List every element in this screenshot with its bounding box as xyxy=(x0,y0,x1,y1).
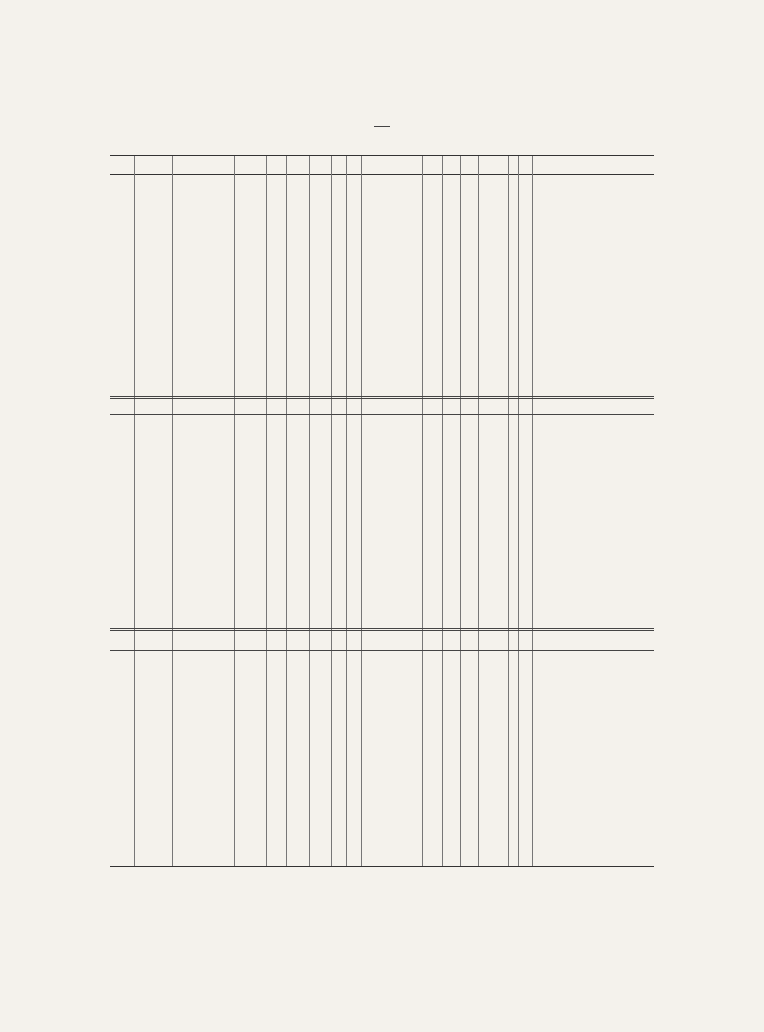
table-row xyxy=(110,470,654,478)
table-row xyxy=(110,461,654,469)
table-row xyxy=(110,286,654,294)
table-row xyxy=(110,834,654,842)
table-row xyxy=(110,453,654,461)
table-row xyxy=(110,344,654,352)
section-separator xyxy=(110,396,654,399)
table-row xyxy=(110,793,654,801)
table-row xyxy=(110,565,654,573)
table-row xyxy=(110,310,654,318)
table-row xyxy=(110,273,654,281)
table-row xyxy=(110,656,654,664)
table-row xyxy=(110,731,654,739)
table-row xyxy=(110,739,654,747)
table-row xyxy=(110,352,654,360)
table-row xyxy=(110,768,654,776)
table-row xyxy=(110,747,654,755)
table-row xyxy=(110,248,654,256)
table-row xyxy=(110,548,654,556)
section-separator xyxy=(110,628,654,631)
section-rows-aug5 xyxy=(110,182,654,385)
table-row xyxy=(110,335,654,343)
table-row xyxy=(110,294,654,302)
table-row xyxy=(110,319,654,327)
table-row xyxy=(110,590,654,598)
table-row xyxy=(110,190,654,198)
section-rows-aug7 xyxy=(110,656,654,859)
section-rows-aug6 xyxy=(110,420,654,623)
table-row xyxy=(110,199,654,207)
table-row xyxy=(110,776,654,784)
table-row xyxy=(110,265,654,273)
observation-table xyxy=(110,155,654,867)
table-row xyxy=(110,327,654,335)
table-row xyxy=(110,818,654,826)
table-row xyxy=(110,714,654,722)
table-row xyxy=(110,486,654,494)
table-row xyxy=(110,215,654,223)
column-header-row xyxy=(110,156,654,175)
table-row xyxy=(110,240,654,248)
table-row xyxy=(110,428,654,436)
table-row xyxy=(110,207,654,215)
table-row xyxy=(110,784,654,792)
page-number-rule xyxy=(374,126,390,127)
table-row xyxy=(110,801,654,809)
table-row xyxy=(110,706,654,714)
section-header-rule xyxy=(110,414,654,415)
table-row xyxy=(110,524,654,532)
table-row xyxy=(110,445,654,453)
table-row xyxy=(110,532,654,540)
table-row xyxy=(110,540,654,548)
table-row xyxy=(110,232,654,240)
table-row xyxy=(110,851,654,859)
table-row xyxy=(110,478,654,486)
table-row xyxy=(110,420,654,428)
table-row xyxy=(110,826,654,834)
table-row xyxy=(110,598,654,606)
table-row xyxy=(110,511,654,519)
table-row xyxy=(110,437,654,445)
section-header-rule xyxy=(110,650,654,651)
table-row xyxy=(110,223,654,231)
table-row xyxy=(110,360,654,368)
table-row xyxy=(110,689,654,697)
table-row xyxy=(110,673,654,681)
table-row xyxy=(110,615,654,623)
table-row xyxy=(110,664,654,672)
table-row xyxy=(110,557,654,565)
table-row xyxy=(110,582,654,590)
table-row xyxy=(110,503,654,511)
table-row xyxy=(110,573,654,581)
table-row xyxy=(110,843,654,851)
table-row xyxy=(110,182,654,190)
table-row xyxy=(110,302,654,310)
table-row xyxy=(110,809,654,817)
table-row xyxy=(110,377,654,385)
table-row xyxy=(110,257,654,265)
table-row xyxy=(110,697,654,705)
table-row xyxy=(110,760,654,768)
table-row xyxy=(110,607,654,615)
table-row xyxy=(110,681,654,689)
table-row xyxy=(110,722,654,730)
table-row xyxy=(110,369,654,377)
table-row xyxy=(110,495,654,503)
